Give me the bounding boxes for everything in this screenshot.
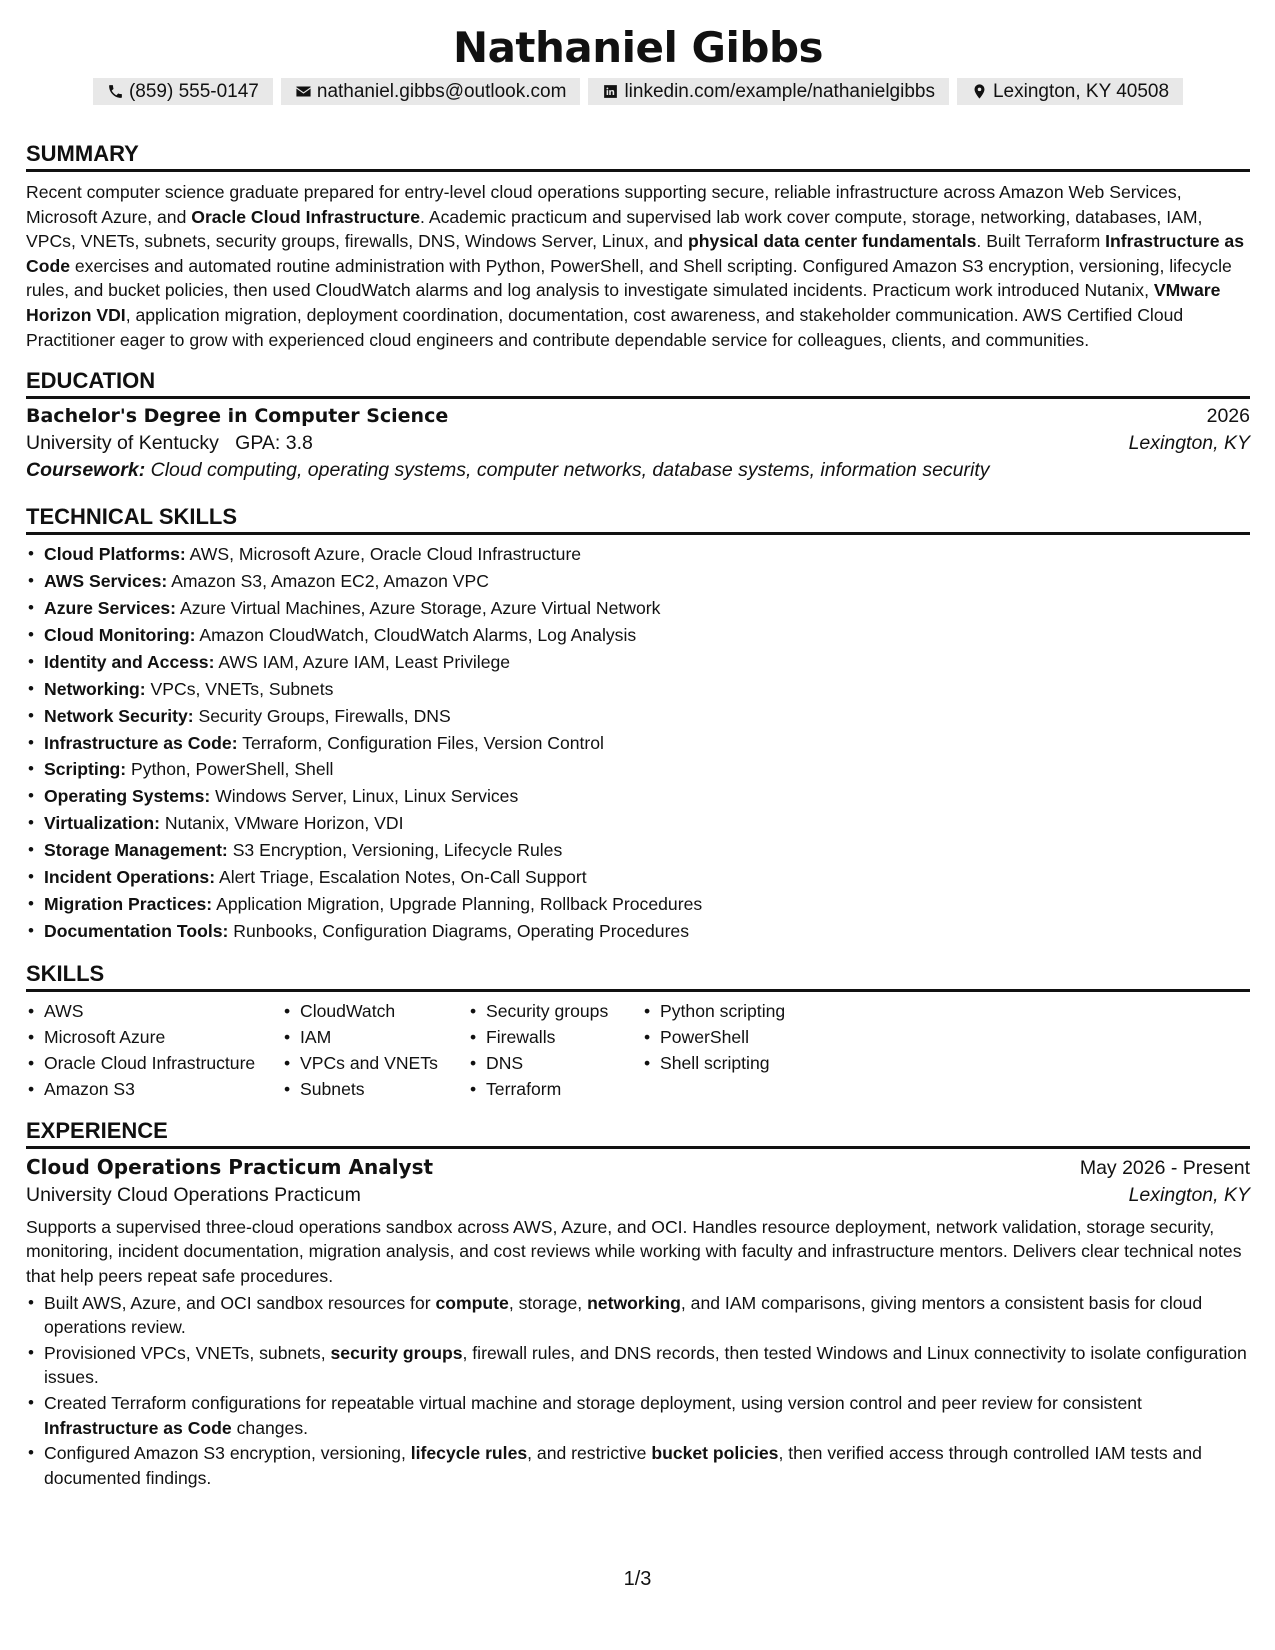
experience-section xyxy=(26,1116,1250,1491)
contact-bar xyxy=(26,78,1250,105)
page-number: 1/3 xyxy=(623,1568,652,1590)
location-text: Lexington, KY 40508 xyxy=(992,80,1170,102)
skill-values: AWS, Microsoft Azure, Oracle Cloud Infrastructure xyxy=(189,544,582,565)
list-item xyxy=(26,864,1250,891)
summary-highlight: physical data center fundamentals xyxy=(687,231,977,252)
job-title: Cloud Operations Practicum Analyst xyxy=(26,1154,434,1179)
education-degree-row xyxy=(26,405,1250,428)
skills-column xyxy=(282,998,468,1102)
skill-values: Terraform, Configuration Files, Version Control xyxy=(242,732,604,753)
list-item xyxy=(26,568,1250,595)
skill-values: VPCs, VNETs, Subnets xyxy=(150,678,334,699)
summary-highlight: VMware Horizon VDI xyxy=(26,280,1221,325)
school-line xyxy=(26,432,313,455)
skill-values: Azure Virtual Machines, Azure Storage, Azure Virtual Network xyxy=(179,597,661,618)
list-item: • Oracle Cloud Infrastructure xyxy=(26,1050,282,1076)
list-item xyxy=(26,918,1250,945)
job-bullets xyxy=(26,1291,1250,1491)
contact-location xyxy=(957,78,1183,105)
skill-values: Nutanix, VMware Horizon, VDI xyxy=(164,813,404,834)
list-item: • Microsoft Azure xyxy=(26,1024,282,1050)
skill-values: Runbooks, Configuration Diagrams, Operating Procedures xyxy=(233,920,690,941)
section-title-experience: EXPERIENCE xyxy=(26,1116,1250,1149)
graduation-year: 2026 xyxy=(1206,405,1250,428)
list-item: • Firewalls xyxy=(468,1024,642,1050)
coursework-line xyxy=(26,459,1250,482)
list-item xyxy=(26,730,1250,757)
skill-values: Amazon S3, Amazon EC2, Amazon VPC xyxy=(171,571,489,592)
list-item: • CloudWatch xyxy=(282,998,468,1024)
list-item: • PowerShell xyxy=(642,1024,842,1050)
skill-category: Networking: xyxy=(44,678,146,699)
summary-text: Recent computer science graduate prepared for entry-level cloud operations supporting secure, reliable infrastructure across Amazon Web Services, Microsoft Azure, and xyxy=(26,182,1182,227)
skill-category: Cloud Monitoring: xyxy=(44,624,196,645)
bullet-text: , firewall rules, and DNS records, then tested Windows and Linux connectivity to isolate configuration issues. xyxy=(44,1342,1247,1388)
list-item: • Python scripting xyxy=(642,998,842,1024)
skill-values: S3 Encryption, Versioning, Lifecycle Rules xyxy=(232,840,563,861)
bullet-text: Created Terraform configurations for repeatable virtual machine and storage deployment, using version control and peer review for consistent xyxy=(44,1392,1142,1413)
linkedin-text: linkedin.com/example/nathanielgibbs xyxy=(624,80,935,102)
list-item xyxy=(26,1441,1250,1490)
phone-text: (859) 555-0147 xyxy=(128,80,259,102)
skill-category: Operating Systems: xyxy=(44,786,211,807)
technical-skills-list xyxy=(26,541,1250,945)
list-item xyxy=(26,595,1250,622)
linkedin-icon xyxy=(602,83,619,100)
bullet-text: , then verified access through controlled IAM tests and documented findings. xyxy=(44,1443,1202,1488)
school: University of Kentucky xyxy=(26,432,219,455)
degree: Bachelor's Degree in Computer Science xyxy=(26,405,449,428)
summary-text: . Built Terraform xyxy=(976,231,1106,252)
list-item xyxy=(26,756,1250,783)
coursework: Cloud computing, operating systems, computer networks, database systems, information security xyxy=(150,459,990,482)
skill-values: AWS IAM, Azure IAM, Least Privilege xyxy=(218,651,511,672)
section-title-education: EDUCATION xyxy=(26,366,1250,399)
list-item: • DNS xyxy=(468,1050,642,1076)
contact-email[interactable] xyxy=(281,78,581,105)
list-item: • Shell scripting xyxy=(642,1050,842,1076)
skills-column xyxy=(468,998,642,1102)
bullet-highlight: bucket policies xyxy=(651,1443,779,1464)
bullet-highlight: compute xyxy=(435,1292,509,1313)
skill-category: Cloud Platforms: xyxy=(44,544,186,565)
list-item xyxy=(26,783,1250,810)
gpa: GPA: 3.8 xyxy=(235,432,313,455)
section-title-skills: SKILLS xyxy=(26,959,1250,992)
skill-category: Migration Practices: xyxy=(44,893,213,914)
skill-category: Scripting: xyxy=(44,759,127,780)
bullet-text: Configured Amazon S3 encryption, versioning, xyxy=(44,1443,411,1464)
summary-section xyxy=(26,139,1250,352)
job-dates: May 2026 - Present xyxy=(1079,1156,1250,1179)
bullet-text: Provisioned VPCs, VNETs, subnets, xyxy=(44,1342,331,1363)
skills-column xyxy=(26,998,282,1102)
bullet-highlight: lifecycle rules xyxy=(410,1443,528,1464)
bullet-highlight: Infrastructure as Code xyxy=(44,1417,232,1438)
skill-values: Alert Triage, Escalation Notes, On-Call Support xyxy=(219,867,587,888)
skill-category: Infrastructure as Code: xyxy=(44,732,238,753)
list-item: • VPCs and VNETs xyxy=(282,1050,468,1076)
bullet-text: changes. xyxy=(231,1417,309,1438)
skill-values: Windows Server, Linux, Linux Services xyxy=(215,786,519,807)
email-text: nathaniel.gibbs@outlook.com xyxy=(316,80,567,102)
skill-values: Application Migration, Upgrade Planning, Rollback Procedures xyxy=(216,893,703,914)
list-item xyxy=(26,676,1250,703)
envelope-icon xyxy=(295,83,312,100)
contact-phone xyxy=(93,78,273,105)
contact-linkedin[interactable] xyxy=(588,78,949,105)
job-org-row xyxy=(26,1184,1250,1207)
bullet-text: , storage, xyxy=(508,1292,588,1313)
list-item: • Subnets xyxy=(282,1076,468,1102)
education-school-row xyxy=(26,432,1250,455)
list-item xyxy=(26,1391,1250,1440)
bullet-text: , and IAM comparisons, giving mentors a consistent basis for cloud operations review. xyxy=(44,1292,1203,1338)
job-organization: University Cloud Operations Practicum xyxy=(26,1183,361,1206)
list-item xyxy=(26,1341,1250,1390)
bullet-text: , and restrictive xyxy=(527,1443,652,1464)
bullet-highlight: security groups xyxy=(330,1342,463,1363)
list-item xyxy=(26,810,1250,837)
job-title-row xyxy=(26,1155,1250,1180)
map-pin-icon xyxy=(971,83,988,100)
skill-category: Storage Management: xyxy=(44,840,228,861)
skill-category: Documentation Tools: xyxy=(44,920,229,941)
bullet-highlight: networking xyxy=(587,1292,681,1313)
resume-page xyxy=(26,0,1250,1491)
list-item: • Terraform xyxy=(468,1076,642,1102)
list-item xyxy=(26,837,1250,864)
technical-skills-section xyxy=(26,502,1250,945)
list-item xyxy=(26,703,1250,730)
section-title-summary: SUMMARY xyxy=(26,139,1250,172)
school-location: Lexington, KY xyxy=(1128,432,1250,455)
list-item: • Security groups xyxy=(468,998,642,1024)
job-location: Lexington, KY xyxy=(1128,1183,1250,1206)
list-item xyxy=(26,622,1250,649)
skills-column xyxy=(642,998,842,1102)
list-item xyxy=(26,891,1250,918)
list-item xyxy=(26,1291,1250,1340)
skill-values: Amazon CloudWatch, CloudWatch Alarms, Log Analysis xyxy=(199,624,637,645)
education-section xyxy=(26,366,1250,482)
bullet-text: Built AWS, Azure, and OCI sandbox resources for xyxy=(44,1292,436,1313)
summary-highlight: Oracle Cloud Infrastructure xyxy=(191,206,421,227)
phone-icon xyxy=(107,83,124,100)
summary-text: . Academic practicum and supervised lab work cover compute, storage, networking, databases, IAM, VPCs, VNETs, subnets, security groups, firewalls, DNS, Windows Server, Linux, and xyxy=(26,206,1203,252)
skills-section xyxy=(26,959,1250,1102)
summary-paragraph xyxy=(26,180,1250,352)
skill-category: Identity and Access: xyxy=(44,651,215,672)
list-item: • AWS xyxy=(26,998,282,1024)
coursework-label: Coursework: xyxy=(26,459,146,482)
job-summary: Supports a supervised three-cloud operations sandbox across AWS, Azure, and OCI. Handles resource deployment, network validation, storage security, monitoring, incident documentation, migration analysis, and cost reviews while working with faculty and infrastructure mentors. Delivers clear technical notes that help peers repeat safe procedures. xyxy=(26,1216,1242,1286)
candidate-name: Nathaniel Gibbs xyxy=(452,23,824,72)
skill-category: AWS Services: xyxy=(44,571,168,592)
skills-grid xyxy=(26,998,1250,1102)
list-item: • Amazon S3 xyxy=(26,1076,282,1102)
skill-values: Security Groups, Firewalls, DNS xyxy=(198,705,451,726)
list-item: • IAM xyxy=(282,1024,468,1050)
skill-values: Python, PowerShell, Shell xyxy=(131,759,334,780)
list-item xyxy=(26,649,1250,676)
skill-category: Virtualization: xyxy=(44,813,161,834)
summary-text: , application migration, deployment coordination, documentation, cost awareness, and stakeholder communication. AWS Certified Cloud Practitioner eager to grow with experienced cloud engineers and contribute dependable service for colleagues, clients, and communities. xyxy=(26,304,1184,350)
summary-highlight: Infrastructure as Code xyxy=(26,231,1244,276)
skill-category: Network Security: xyxy=(44,705,194,726)
skill-category: Incident Operations: xyxy=(44,867,216,888)
list-item xyxy=(26,541,1250,568)
section-title-technical-skills: TECHNICAL SKILLS xyxy=(26,502,1250,535)
summary-text: exercises and automated routine administration with Python, PowerShell, and Shell scripting. Configured Amazon S3 encryption, versioning, lifecycle rules, and bucket policies, then used CloudWatch alarms and log analysis to investigate simulated incidents. Practicum work introduced Nutanix, xyxy=(26,255,1232,301)
skill-category: Azure Services: xyxy=(44,597,177,618)
